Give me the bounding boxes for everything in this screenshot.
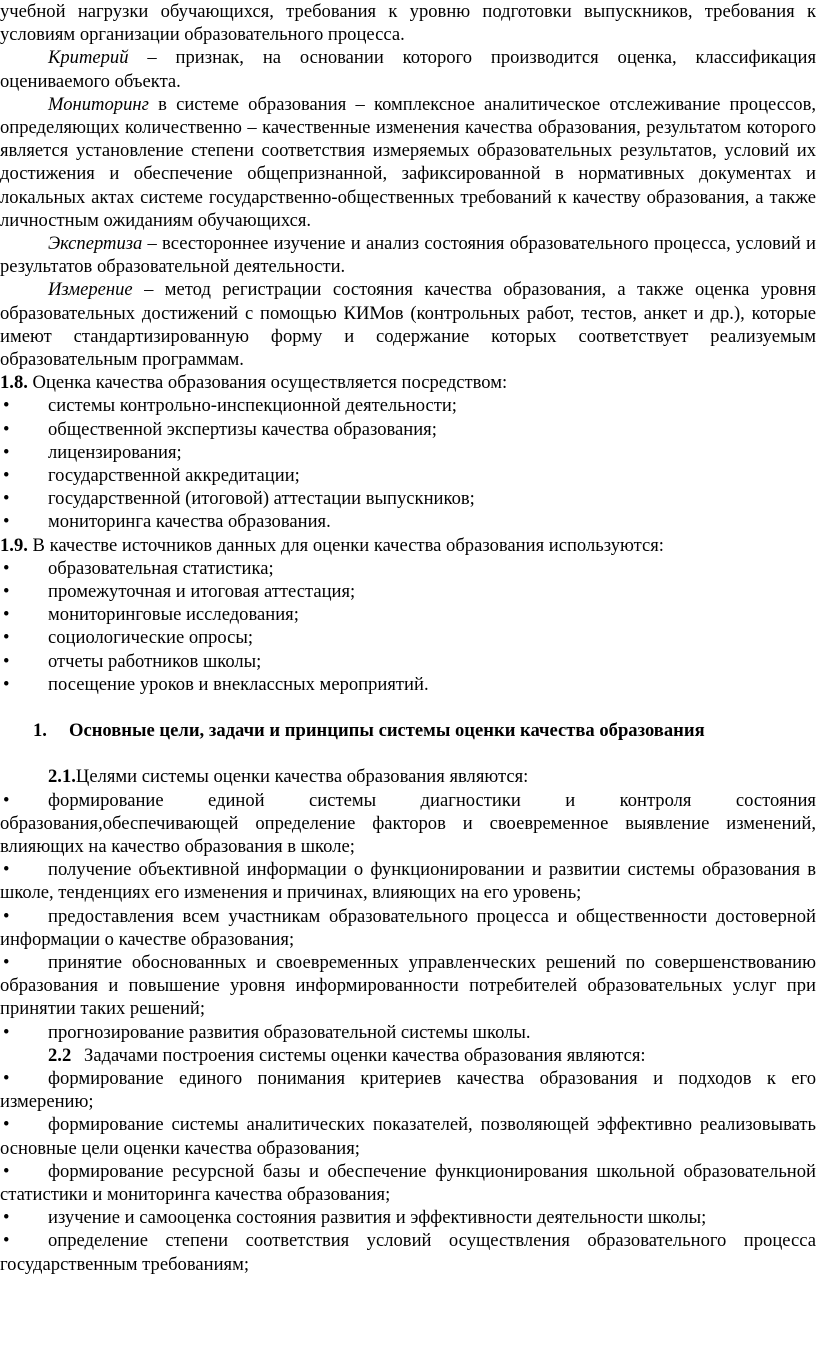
definition-text: – всестороннее изучение и анализ состояния образовательного процесса, условий и результатов образовательной деятельности. (0, 233, 816, 278)
definition-term: Критерий (48, 47, 129, 69)
section-lead-text: Целями системы оценки качества образования являются: (75, 766, 529, 788)
list-item: • посещение уроков и внеклассных мероприятий. (3, 673, 429, 695)
bullet-icon: • (3, 557, 10, 579)
list-item: • лицензирования; (3, 441, 182, 463)
intro-tail-paragraph: учебной нагрузки обучающихся, требования к уровню подготовки выпускников, требования к условиям организации образовательного процесса. (0, 1, 816, 46)
list-item: • формирование единой системы диагностики и контроля состояния образования,обеспечивающей определение факторов и своевременное выявление изменений, влияющих на качество образования в школе; (0, 789, 816, 857)
definition-expertise (0, 232, 816, 278)
section-lead-text: В качестве источников данных для оценки качества образования используются: (27, 534, 664, 556)
bullet-icon: • (3, 1021, 10, 1043)
heading-text: Основные цели, задачи и принципы системы оценки качества образования (69, 720, 705, 742)
section-2-2-lead (0, 1044, 816, 1067)
bullet-icon: • (3, 1160, 10, 1182)
list-item: • принятие обоснованных и своевременных управленческих решений по совершенствованию образования и повышение уровня информированности потребителей образовательных услуг при принятии таких решений; (0, 951, 816, 1020)
section-1-8-lead (0, 371, 816, 394)
bullet-icon: • (3, 1230, 10, 1252)
section-lead-text: Задачами построения системы оценки качества образования являются: (84, 1044, 646, 1066)
definition-criterion (0, 46, 816, 92)
section-number: 2.1. (48, 766, 76, 788)
list-item: • промежуточная и итоговая аттестация; (3, 581, 356, 603)
bullet-icon: • (3, 673, 10, 695)
section-2-1-lead (0, 765, 816, 788)
list-item: • отчеты работников школы; (3, 650, 262, 672)
definition-term: Экспертиза (48, 233, 143, 255)
section-1-9-list (0, 557, 816, 696)
bullet-icon: • (3, 511, 10, 533)
bullet-icon: • (3, 1207, 10, 1229)
bullet-icon: • (3, 905, 10, 927)
heading-number: 1. (33, 720, 47, 742)
definition-term: Измерение (48, 279, 133, 301)
list-item: • общественной экспертизы качества образования; (3, 418, 437, 440)
section-1-8-list (0, 394, 816, 533)
list-item: • государственной (итоговой) аттестации выпускников; (3, 488, 475, 510)
bullet-icon: • (3, 581, 10, 603)
list-item: • формирование системы аналитических показателей, позволяющей эффективно реализовывать основные цели оценки качества образования; (0, 1114, 816, 1159)
section-number: 1.9. (0, 534, 28, 556)
bullet-icon: • (3, 395, 10, 417)
list-item: • прогнозирование развития образовательной системы школы. (3, 1021, 531, 1043)
bullet-icon: • (3, 789, 10, 811)
list-item: • формирование ресурсной базы и обеспечение функционирования школьной образовательной статистики и мониторинга качества образования; (0, 1160, 816, 1205)
definition-term: Мониторинг (48, 93, 149, 115)
section-2-1-list (0, 789, 816, 1044)
section-2-2-list (0, 1067, 816, 1276)
list-item: • предоставления всем участникам образовательного процесса и общественности достоверной информации о качестве образования; (0, 905, 816, 950)
list-item: • системы контрольно-инспекционной деятельности; (3, 395, 457, 417)
section-heading (0, 719, 816, 742)
bullet-icon: • (3, 1067, 10, 1089)
bullet-icon: • (3, 951, 10, 973)
list-item: • определение степени соответствия условий осуществления образовательного процесса государственным требованиям; (0, 1230, 816, 1275)
list-item: • государственной аккредитации; (3, 465, 300, 487)
list-item: • социологические опросы; (3, 627, 254, 649)
list-item: • мониторинговые исследования; (3, 604, 299, 626)
bullet-icon: • (3, 859, 10, 881)
section-1-9-lead (0, 534, 816, 557)
section-number: 2.2 (48, 1044, 72, 1066)
definition-text: – признак, на основании которого производится оценка, классификация оцениваемого объекта. (0, 47, 816, 92)
section-number: 1.8. (0, 372, 28, 394)
bullet-icon: • (3, 441, 10, 463)
bullet-icon: • (3, 1114, 10, 1136)
list-item: • образовательная статистика; (3, 557, 274, 579)
bullet-icon: • (3, 488, 10, 510)
bullet-icon: • (3, 604, 10, 626)
list-item: • мониторинга качества образования. (3, 511, 331, 533)
list-item: • получение объективной информации о функционировании и развитии системы образования в школе, тенденциях его изменения и причинах, влияющих на его уровень; (0, 859, 816, 904)
bullet-icon: • (3, 627, 10, 649)
section-lead-text: Оценка качества образования осуществляется посредством: (27, 372, 508, 394)
definition-measurement (0, 278, 816, 371)
bullet-icon: • (3, 465, 10, 487)
bullet-icon: • (3, 418, 10, 440)
list-item: • изучение и самооценка состояния развития и эффективности деятельности школы; (3, 1207, 707, 1229)
definition-text: в системе образования – комплексное аналитическое отслеживание процессов, определяющих количественно – качественные изменения качества образования, результатом которого является установление степени соответствия измеряемых образовательных результатов, условий их достижения и обеспечение общепризнанной, зафиксированной в нормативных документах и локальных актах системе государственно-общественных требований к качеству образования, а также личностным ожиданиям обучающихся. (0, 93, 816, 231)
definition-monitoring (0, 93, 816, 232)
list-item: • формирование единого понимания критериев качества образования и подходов к его измерению; (0, 1067, 816, 1113)
definition-text: – метод регистрации состояния качества образования, а также оценка уровня образовательных достижений с помощью КИМов (контрольных работ, тестов, анкет и др.), которые имеют стандартизированную форму и содержание которых соответствует реализуемым образовательным программам. (0, 279, 816, 371)
bullet-icon: • (3, 650, 10, 672)
